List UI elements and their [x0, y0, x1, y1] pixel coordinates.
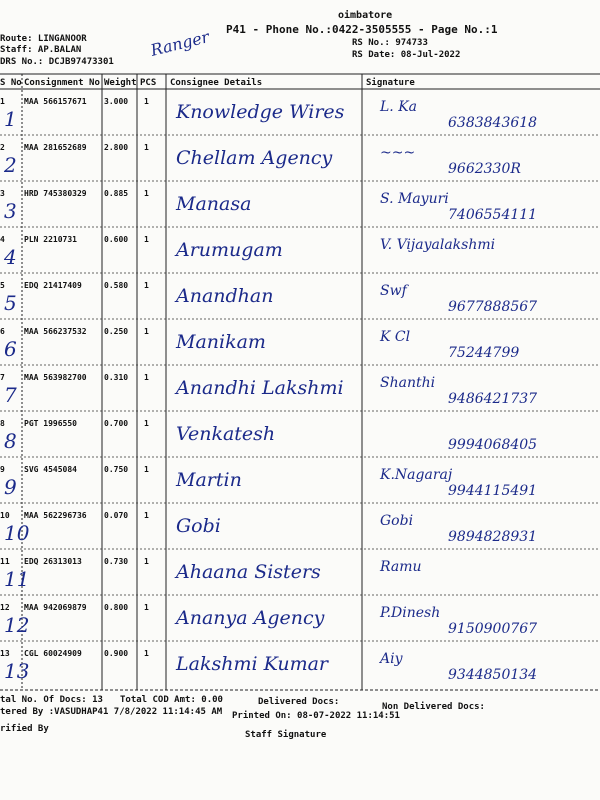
row-weight: 0.600 — [104, 235, 129, 244]
row-hand-number: 13 — [4, 659, 30, 683]
col-header-consignment: Consignment No — [24, 78, 100, 88]
row-phone: 75244799 — [448, 345, 520, 361]
total-cod: Total COD Amt: 0.00 — [120, 695, 223, 705]
row-hand-number: 4 — [4, 245, 17, 269]
rs-number: RS No.: 974733 — [352, 38, 428, 48]
total-docs: tal No. Of Docs: 13 — [0, 695, 103, 705]
page-title: P41 - Phone No.:0422-3505555 - Page No.:1 — [226, 23, 498, 36]
row-phone: 7406554111 — [448, 207, 538, 223]
header-scribble: Ranger — [148, 27, 212, 60]
row-hand-number: 2 — [4, 153, 17, 177]
row-phone: 9486421737 — [448, 391, 538, 407]
row-signature: L. Ka — [380, 99, 418, 115]
row-sno: 11 — [0, 557, 10, 566]
row-consignee: Anandhan — [176, 285, 274, 307]
row-consignee: Martin — [176, 469, 242, 491]
entered-by: tered By :VASUDHAP41 7/8/2022 11:14:45 AM — [0, 707, 223, 717]
row-consignee: Arumugam — [176, 239, 283, 261]
row-consignee: Lakshmi Kumar — [176, 653, 329, 675]
row-phone: 9150900767 — [448, 621, 538, 637]
row-sno: 4 — [0, 235, 5, 244]
row-consignee: Knowledge Wires — [176, 101, 345, 123]
row-sno: 1 — [0, 97, 5, 106]
row-weight: 0.730 — [104, 557, 129, 566]
row-phone: 9894828931 — [448, 529, 538, 545]
row-pcs: 1 — [144, 419, 149, 428]
row-consignment-no: MAA 563982700 — [24, 373, 87, 382]
row-signature: Gobi — [380, 513, 414, 529]
delivered-docs: Delivered Docs: — [258, 697, 340, 707]
row-sno: 12 — [0, 603, 10, 612]
row-consignment-no: PGT 1996550 — [24, 419, 77, 428]
row-phone: 9994068405 — [448, 437, 538, 453]
row-hand-number: 11 — [4, 567, 30, 591]
row-weight: 0.580 — [104, 281, 129, 290]
row-consignment-no: MAA 942069879 — [24, 603, 87, 612]
row-consignment-no: EDQ 21417409 — [24, 281, 82, 290]
row-consignee: Anandhi Lakshmi — [176, 377, 344, 399]
row-hand-number: 3 — [4, 199, 17, 223]
staff-signature: Staff Signature — [245, 730, 327, 740]
row-consignee: Ahaana Sisters — [176, 561, 321, 583]
row-weight: 0.250 — [104, 327, 129, 336]
row-pcs: 1 — [144, 465, 149, 474]
header-top-text: oimbatore — [338, 10, 393, 21]
row-consignee: Manasa — [176, 193, 252, 215]
row-hand-number: 8 — [4, 429, 17, 453]
row-consignment-no: MAA 562296736 — [24, 511, 87, 520]
row-weight: 0.885 — [104, 189, 129, 198]
row-hand-number: 7 — [4, 383, 17, 407]
row-sno: 9 — [0, 465, 5, 474]
row-weight: 3.000 — [104, 97, 129, 106]
rs-date: RS Date: 08-Jul-2022 — [352, 50, 461, 60]
row-pcs: 1 — [144, 603, 149, 612]
row-sno: 3 — [0, 189, 5, 198]
col-header-sno: S No — [0, 78, 22, 88]
row-phone: 9677888567 — [448, 299, 538, 315]
row-weight: 2.800 — [104, 143, 129, 152]
row-consignment-no: PLN 2210731 — [24, 235, 77, 244]
row-pcs: 1 — [144, 97, 149, 106]
row-sno: 7 — [0, 373, 5, 382]
row-consignee: Venkatesh — [176, 423, 276, 445]
row-phone: 9344850134 — [448, 667, 538, 683]
row-pcs: 1 — [144, 281, 149, 290]
row-pcs: 1 — [144, 327, 149, 336]
row-phone: 6383843618 — [448, 115, 538, 131]
row-consignee: Chellam Agency — [176, 147, 333, 169]
row-consignment-no: MAA 281652689 — [24, 143, 87, 152]
row-sno: 13 — [0, 649, 10, 658]
row-signature: ~~~ — [380, 145, 416, 161]
row-pcs: 1 — [144, 143, 149, 152]
staff-label: Staff: AP.BALAN — [0, 45, 82, 55]
row-weight: 0.750 — [104, 465, 129, 474]
col-header-pcs: PCS — [140, 78, 157, 88]
col-header-signature: Signature — [366, 78, 415, 88]
row-phone: 9944115491 — [448, 483, 538, 499]
row-signature: Ramu — [380, 559, 422, 575]
row-signature: S. Mayuri — [380, 191, 449, 207]
row-pcs: 1 — [144, 235, 149, 244]
row-hand-number: 12 — [4, 613, 30, 637]
row-consignee: Gobi — [176, 515, 221, 537]
printed-on: Printed On: 08-07-2022 11:14:51 — [232, 711, 400, 721]
row-signature: Swf — [380, 283, 407, 299]
row-signature: K.Nagaraj — [380, 467, 453, 483]
row-consignment-no: SVG 4545084 — [24, 465, 77, 474]
route-label: Route: LINGANOOR — [0, 34, 87, 44]
row-pcs: 1 — [144, 649, 149, 658]
row-consignee: Ananya Agency — [176, 607, 325, 629]
row-signature: Shanthi — [380, 375, 436, 391]
row-hand-number: 10 — [4, 521, 30, 545]
row-hand-number: 5 — [4, 291, 17, 315]
row-hand-number: 9 — [4, 475, 17, 499]
row-consignment-no: CGL 60024909 — [24, 649, 82, 658]
drs-number: DRS No.: DCJB97473301 — [0, 57, 114, 67]
row-consignment-no: HRD 745380329 — [24, 189, 87, 198]
row-signature: K Cl — [380, 329, 411, 345]
row-pcs: 1 — [144, 557, 149, 566]
row-sno: 5 — [0, 281, 5, 290]
row-hand-number: 1 — [4, 107, 17, 131]
row-pcs: 1 — [144, 511, 149, 520]
row-sno: 8 — [0, 419, 5, 428]
row-signature: Aiy — [380, 651, 403, 667]
row-sno: 10 — [0, 511, 10, 520]
col-header-weight: Weight — [104, 78, 137, 88]
verified-by: rified By — [0, 724, 49, 734]
row-sno: 6 — [0, 327, 5, 336]
row-weight: 0.900 — [104, 649, 129, 658]
row-sno: 2 — [0, 143, 5, 152]
row-signature: V. Vijayalakshmi — [380, 237, 496, 253]
row-weight: 0.700 — [104, 419, 129, 428]
row-pcs: 1 — [144, 373, 149, 382]
row-hand-number: 6 — [4, 337, 17, 361]
row-consignment-no: EDQ 26313013 — [24, 557, 82, 566]
row-phone: 9662330R — [448, 161, 521, 177]
col-header-consignee: Consignee Details — [170, 78, 263, 88]
row-consignment-no: MAA 566157671 — [24, 97, 87, 106]
row-signature: P.Dinesh — [380, 605, 441, 621]
non-delivered-docs: Non Delivered Docs: — [382, 702, 485, 712]
row-pcs: 1 — [144, 189, 149, 198]
row-weight: 0.800 — [104, 603, 129, 612]
row-consignment-no: MAA 566237532 — [24, 327, 87, 336]
row-weight: 0.070 — [104, 511, 129, 520]
row-weight: 0.310 — [104, 373, 129, 382]
row-consignee: Manikam — [176, 331, 266, 353]
